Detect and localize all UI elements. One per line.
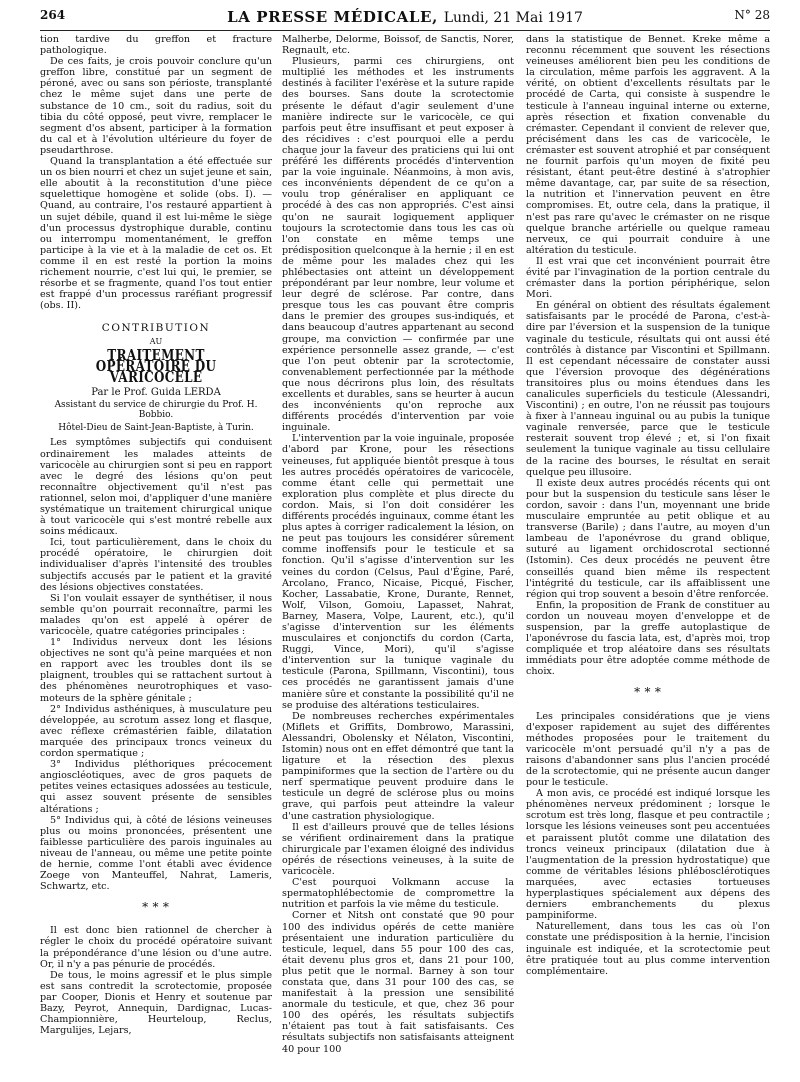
paragraph: Si l'on voulait essayer de synthétiser, il nous semble qu'on pourrait reconnaître, parmi les malades qu'on est appelé à opérer de varicocèle, quatre catégories principales : <box>40 592 272 637</box>
paragraph: A mon avis, ce procédé est indiqué lorsque les phénomènes nerveux prédominent ; lorsque le scrotum est très long, flasque et peu contractile ; lorsque les lésions veineuses sont peu accentuées et paraissent plutôt comme une dilatation des troncs veineux principaux (dilatation due à l'augmentation de la pression hydrostatique) que comme de véritables lésions phlébosclérotiques marquées, avec ectasies tortueuses hyperplastiques spécialement aux dépens des derniers embranchements du plexus pampiniforme. <box>526 788 770 922</box>
paragraph: 5° Individus qui, à côté de lésions veineuses plus ou moins prononcées, présentent une faiblesse particulière des parois inguinales au niveau de l'anneau, ou même une petite pointe de hernie, comme l'ont établi avec évidence Zoege von Manteuffel, Nahrat, Lameris, Schwartz, etc. <box>40 814 272 893</box>
author-affiliation-2: Hôtel-Dieu de Saint-Jean-Baptiste, à Turin. <box>58 422 254 433</box>
paragraph: Ici, tout particulièrement, dans le choix du procédé opératoire, le chirurgien doit individualiser d'après l'intensité des troubles subjectifs accusés par le patient et la gravité des lésions objectives constatées. <box>40 537 272 593</box>
paragraph: Il existe deux autres procédés récents qui ont pour but la suspension du testicule sans léser le cordon, savoir : dans l'un, moyennant une bride musculaire empruntée au petit oblique et au transverse (Barile) ; dans l'autre, au moyen d'un lambeau de l'aponévrose du grand oblique, suturé au ligament orchidoscrotal sectionné (Istomin). Ces deux procédés ne peuvent être conseillés quand bien même ils respectent l'intégrité du testicule, car ils affaiblissent une région qui trop souvent a besoin d'être renforcée. <box>526 477 770 600</box>
paragraph: Corner et Nitsh ont constaté que 90 pour 100 des individus opérés de cette manière présentaient une induration particulière du testicule, lequel, dans 55 pour 100 des cas, était devenu plus gros et, dans 21 pour 100, plus petit que le normal. Barney à son tour constata que, dans 31 pour 100 des cas, se manifestait à la pression une sensibilité anormale du testicule, et que, chez 36 pour 100 des opérés, les résultats subjectifs n'étaient pas tout à fait satisfaisants. Ces résultats subjectifs non satisfaisants atteignent 40 pour 100 <box>282 910 514 1055</box>
paragraph: 1° Individus nerveux dont les lésions objectives ne sont qu'à peine marquées et non en rapport avec les troubles dont ils se plaignent, troubles qui se rattachent surtout à des phénomènes neurotrophiques et vaso-moteurs de la sphère génitale ; <box>40 637 272 704</box>
paragraph: Quand la transplantation a été effectuée sur un os bien nourri et chez un sujet jeune et sain, elle aboutit à la reconstitution d'une pièce squelettique homogène et solide (obs. I). — Quand, au contraire, l'os restauré appartient à un sujet débile, quand il est lui-même le siège d'un processus dystrophique durable, continu ou interrompu momentanément, le greffon participe à la vie et à la maladie de cet os. Et comme il en est resté la portion la moins richement nourrie, c'est lui qui, le premier, se résorbe et se fragmente, quand l'os tout entier est frappé d'un processus raréfiant progressif (obs. II). <box>40 156 272 312</box>
paragraph: 2° Individus asthéniques, à musculature peu développée, au scrotum assez long et flasque, avec réflexe crémastérien faible, dilatation marquée des principaux troncs veineux du cordon spermatique ; <box>40 703 272 760</box>
paragraph: tion tardive du greffon et fracture pathologique. <box>40 34 272 57</box>
heading-au: AU <box>149 337 163 347</box>
issue-date: Lundi, 21 Mai 1917 <box>443 10 583 26</box>
heading-contribution: CONTRIBUTION <box>101 322 211 335</box>
paragraph: Les symptômes subjectifs qui conduisent ordinairement les malades atteints de varicocèle au chirurgien sont si peu en rapport avec le degré des lésions qu'on peut reconnaître objectivement qu'il n'est pas rationnel, selon moi, d'appliquer d'une manière systématique un traitement chirurgical unique à tout varicocèle qui s'est montré rebelle aux soins médicaux. <box>40 437 272 538</box>
article-author: Par le Prof. Guida LERDA <box>91 386 221 398</box>
paragraph: Malherbe, Delorme, Boissof, de Sanctis, Norer, Regnault, etc. <box>282 34 514 57</box>
article-title: TRAITEMENT OPÉRATOIRE DU VARICOCÈLE <box>95 345 217 386</box>
paragraph: dans la statistique de Bennet. Kreke même a reconnu récemment que souvent les résections veineuses améliorent bien peu les conditions de la circulation, même parfois les aggravent. A la vérité, on obtient d'excellents résultats par le procédé de Carta, qui consiste à suspendre le testicule à l'anneau inguinal interne ou externe, après résection et fixation convenable du crémaster. Cependant il convient de relever que, précisément dans les cas de varicocèle, le crémaster est souvent atrophié et par conséquent ne fournit parfois qu'un moyen de fixité peu résistant, étant peut-être destiné à s'atrophier même davantage, car, par suite de sa résection, la nutrition et l'innervation peuvent en être compromises. Et, outre cela, dans la pratique, il n'est pas rare qu'avec le crémaster on ne risque quelque branche artérielle ou quelque rameau nerveux, ce qui pourrait conduire à une altération du testicule. <box>526 34 770 256</box>
paragraph: Naturellement, dans tous les cas où l'on constate une prédisposition à la hernie, l'incision inguinale est indiquée, et la scrotectomie peut être pratiquée tout au plus comme intervention complémentaire. <box>526 921 770 977</box>
section-separator-asterism: * * * <box>634 685 662 700</box>
column-3 <box>526 34 770 1074</box>
column-2 <box>282 34 514 1074</box>
journal-name: LA PRESSE MÉDICALE, <box>227 8 438 26</box>
section-separator-asterism: * * * <box>142 900 170 915</box>
paragraph: Plusieurs, parmi ces chirurgiens, ont multiplié les méthodes et les instruments destinés à faciliter l'exérèse et la suture rapide des bourses. Sans doute la scrotectomie présente le défaut d'agir seulement d'une manière indirecte sur le varicocèle, ce qui parfois peut être insuffisant et peut exposer à des récidives : c'est pourquoi elle a perdu chaque jour la faveur des praticiens qui lui ont préféré les différents procédés d'intervention par la voie inguinale. Néanmoins, à mon avis, ces inconvénients dépendent de ce qu'on a voulu trop généraliser en appliquant ce procédé à des cas non appropriés. C'est ainsi qu'on ne saurait logiquement appliquer toujours la scrotectomie dans tous les cas où l'on constate en même temps une prédisposition quelconque à la hernie ; il en est de même pour les malades chez qui les phlébectasies ont atteint un développement prépondérant par leur nombre, leur volume et leur degré de sclérose. Par contre, dans presque tous les cas pouvant être compris dans le premier des groupes sus-indiqués, et dans beaucoup d'autres appartenant au second groupe, ma conviction — confirmée par une expérience personnelle assez grande, — c'est que l'on peut obtenir par la scrotectomie, convenablement perfectionnée par la méthode que nous décrirons plus loin, des résultats excellents et durables, sans se heurter à aucun des inconvénients qu'on reproche aux différents procédés d'intervention par voie inguinale. <box>282 56 514 434</box>
paragraph: De nombreuses recherches expérimentales (Miflets et Griffits, Dombrowo, Marassini, Alessandri, Obolensky et Nélaton, Viscontini, Istomin) nous ont en effet démontré que tant la ligature et la résection des plexus pampiniformes que la section de l'artère ou du nerf spermatique peuvent produire dans le testicule un degré de sclérose plus ou moins grave, qui parfois peut atteindre la valeur d'une castration physiologique. <box>282 710 514 822</box>
paragraph: Il est d'ailleurs prouvé que de telles lésions se vérifient ordinairement dans la pratique chirurgicale par l'examen éloigné des individus opérés de résections veineuses, à la suite de varicocèle. <box>282 821 514 878</box>
page-number: 264 <box>40 8 66 22</box>
author-affiliation-1: Assistant du service de chirurgie du Prof. H. Bobbio. <box>54 399 258 421</box>
paragraph: Il est donc bien rationnel de chercher à régler le choix du procédé opératoire suivant la prépondérance d'une lésion ou d'une autre. Or, il n'y a pas pénurie de procédés. <box>40 925 272 970</box>
journal-title-line <box>40 8 770 26</box>
issue-number: N° 28 <box>734 8 770 22</box>
column-1 <box>40 34 272 1074</box>
paragraph: L'intervention par la voie inguinale, proposée d'abord par Krone, pour les résections veineuses, fut appliquée bientôt presque à tous les autres procédés opératoires de varicocèle, comme étant celle qui permettait une exploration plus complète et plus directe du cordon. Mais, si l'on doit considérer les différents procédés inguinaux, comme étant les plus aptes à corriger radicalement la lésion, on ne peut pas toujours les considérer sûrement comme inoffensifs pour le testicule et sa fonction. Qu'il s'agisse d'intervention sur les veines du cordon (Celsus, Paul d'Égine, Paré, Arcolano, Franco, Nicaise, Picqué, Fischer, Kocher, Lassabatie, Krone, Durante, Rennet, Wolf, Vilson, Gomoiu, Lapasset, Nahrat, Barney, Masera, Volpe, Laurent, etc.), qu'il s'agisse d'intervention sur les éléments musculaires et conjonctifs du cordon (Carta, Ruggi, Vince, Mori), qu'il s'agisse d'intervention sur la tunique vaginale du testicule (Parona, Spillmann, Viscontini), tous ces procédés ne garantissent jamais d'une manière sûre et constante la possibilité qu'il ne se produise des altérations testiculaires. <box>282 433 514 711</box>
article-heading <box>40 323 272 433</box>
paragraph: 3° Individus pléthoriques précocement angioscléotiques, avec de gros paquets de petites veines ectasiques adossées au testicule, qui assez souvent présente de sensibles altérations ; <box>40 759 272 815</box>
paragraph: En général on obtient des résultats également satisfaisants par le procédé de Parona, c'est-à-dire par l'éversion et la suspension de la tunique vaginale du testicule, résultats qui ont aussi été contrôlés à distance par Viscontini et Spillmann. Il est cependant nécessaire de constater aussi que l'éversion provoque des dégénérations transitoires plus ou moins étendues dans les canalicules superficiels du testicule (Alessandri, Viscontini) ; en outre, l'on ne réussit pas toujours à fixer à l'anneau inguinal ou au pubis la tunique vaginale renversée, parce que le testicule resterait souvent trop élevé ; et, si l'on fixait seulement la tunique vaginale au tissu cellulaire de la racine des bourses, le résultat en serait quelque peu illusoire. <box>526 300 770 478</box>
page-header <box>40 8 770 31</box>
paragraph: Les principales considérations que je viens d'exposer rapidement au sujet des différentes méthodes proposées pour le traitement du varicocèle m'ont persuadé qu'il n'y a pas de raisons d'abandonner sans plus l'ancien procédé de la scrotectomie, qui ne présente aucun danger pour le testicule. <box>526 710 770 789</box>
paragraph: Enfin, la proposition de Frank de constituer au cordon un nouveau moyen d'enveloppe et de suspension, par la greffe autoplastique de l'aponévrose du fascia lata, est, d'après moi, trop compliquée et trop aléatoire dans ses résultats immédiats pour être adoptée comme méthode de choix. <box>526 599 770 678</box>
paragraph: De ces faits, je crois pouvoir conclure qu'un greffon libre, constitué par un segment de péroné, avec ou sans son périoste, transplanté chez le même sujet dans une perte de substance de 10 cm., soit du radius, soit du tibia du côté opposé, peut vivre, remplacer le segment d'os absent, participer à la formation du cal et à l'évolution ultérieure du foyer de pseudarthrose. <box>40 56 272 156</box>
paragraph: C'est pourquoi Volkmann accuse la spermatophlébectomie de compromettre la nutrition et parfois la vie même du testicule. <box>282 877 514 911</box>
paragraph: Il est vrai que cet inconvénient pourrait être évité par l'invagination de la portion centrale du crémaster dans la portion périphérique, selon Mori. <box>526 255 770 301</box>
paragraph: De tous, le moins agressif et le plus simple est sans contredit la scrotectomie, proposée par Cooper, Dionis et Henry et soutenue par Bazy, Peyrot, Annequin, Dardignac, Lucas-Championnière, Heurteloup, Reclus, Margulijes, Lejars, <box>40 969 272 1037</box>
